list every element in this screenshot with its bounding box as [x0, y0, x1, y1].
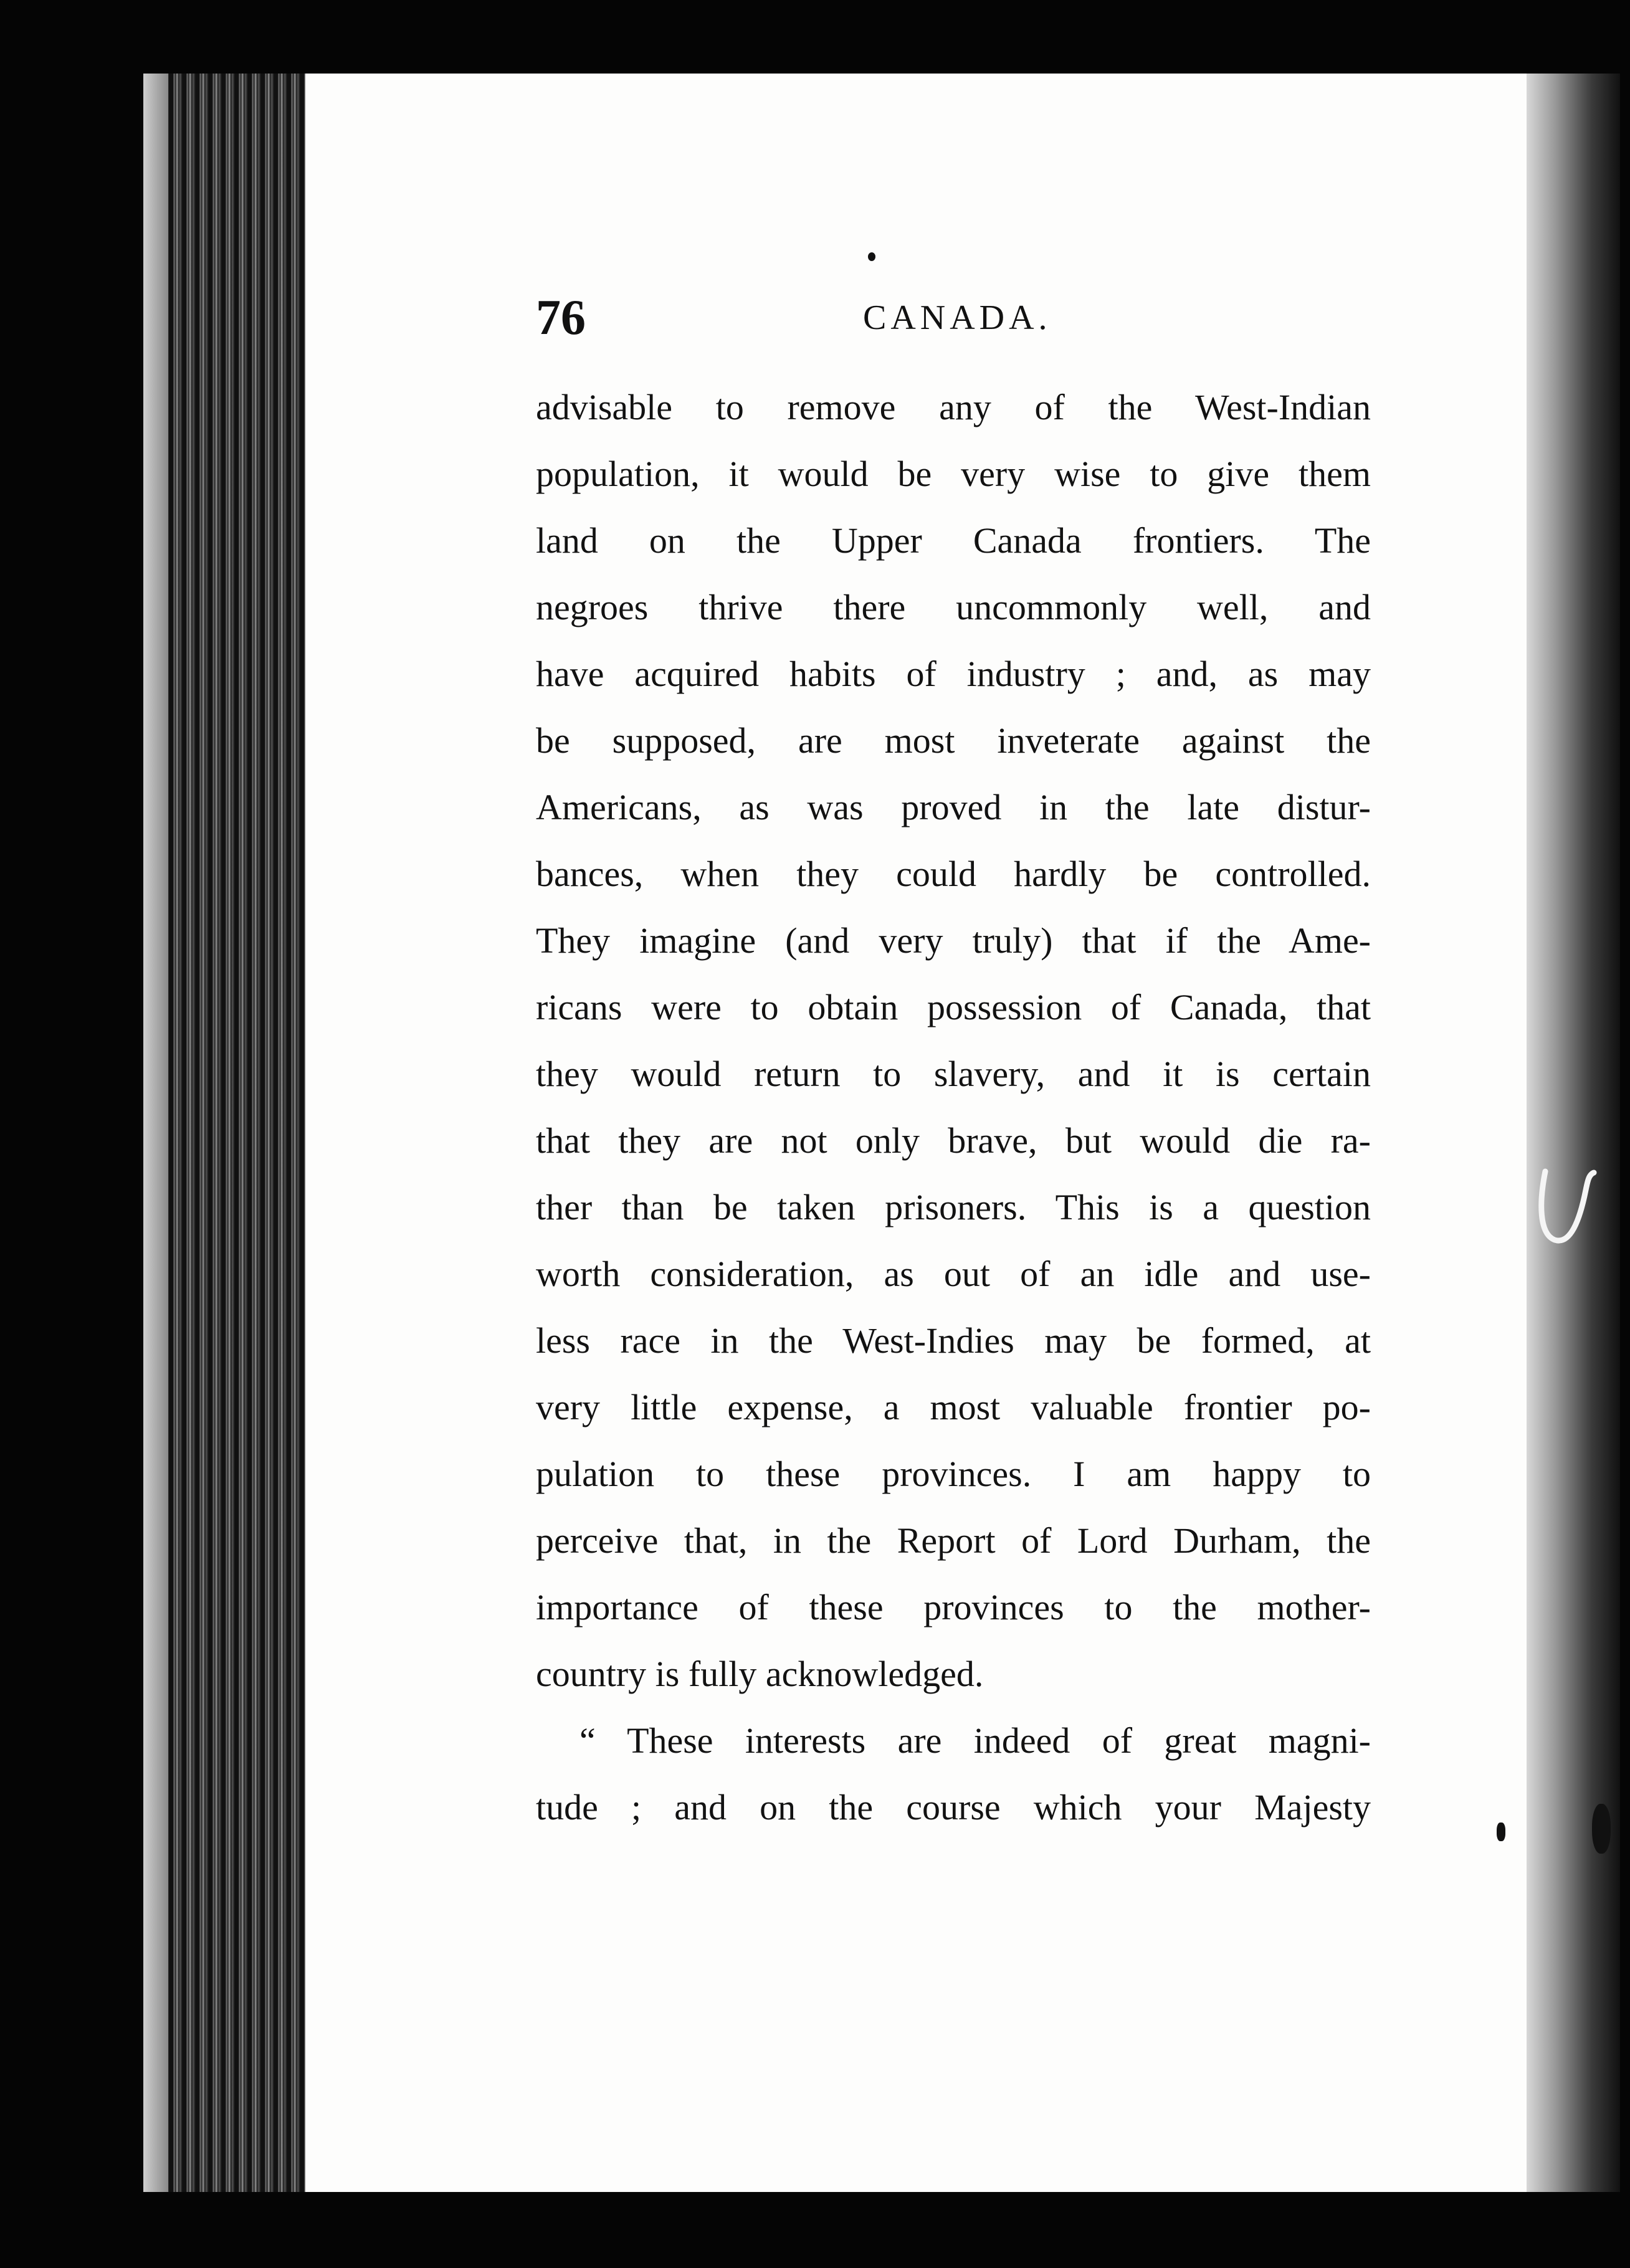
- binding-highlight: [143, 74, 168, 2192]
- body-text: [536, 374, 1371, 1841]
- text-line: be supposed, are most inveterate against the: [536, 720, 1371, 761]
- text-line: perceive that, in the Report of Lord Durham, the: [536, 1520, 1371, 1561]
- text-line: negroes thrive there uncommonly well, and: [536, 587, 1371, 627]
- text-line: land on the Upper Canada frontiers. The: [536, 520, 1371, 561]
- text-line: country is fully acknowledged.: [536, 1654, 984, 1694]
- margin-speck: [1497, 1822, 1505, 1841]
- page-curl-edge: [1527, 74, 1620, 2192]
- book-binding-edge: [143, 74, 312, 2192]
- paragraph: [536, 374, 1371, 1707]
- text-line: very little expense, a most valuable frontier po-: [536, 1387, 1371, 1427]
- text-line: population, it would be very wise to give them: [536, 454, 1371, 494]
- text-line: They imagine (and very truly) that if the Ame-: [536, 920, 1371, 961]
- text-line: advisable to remove any of the West-Indian: [536, 387, 1371, 427]
- text-line: have acquired habits of industry ; and, as may: [536, 654, 1371, 694]
- paragraph: [536, 1707, 1371, 1841]
- text-line: Americans, as was proved in the late distur-: [536, 787, 1371, 827]
- text-line: worth consideration, as out of an idle and use-: [536, 1254, 1371, 1294]
- text-line: bances, when they could hardly be controlled.: [536, 854, 1371, 894]
- text-line: that they are not only brave, but would die ra-: [536, 1120, 1371, 1161]
- running-head: CANADA.: [863, 298, 1052, 337]
- handwritten-pencil-mark: [1527, 1165, 1601, 1252]
- page-number: 76: [536, 290, 586, 345]
- text-line: less race in the West-Indies may be formed, at: [536, 1320, 1371, 1361]
- text-line: ricans were to obtain possession of Canada, that: [536, 987, 1371, 1027]
- printer-speck: [868, 252, 875, 261]
- text-line: pulation to these provinces. I am happy to: [536, 1454, 1371, 1494]
- text-line: tude ; and on the course which your Majesty: [536, 1787, 1371, 1827]
- text-line: they would return to slavery, and it is certain: [536, 1054, 1371, 1094]
- text-line: “ These interests are indeed of great magni-: [579, 1720, 1371, 1761]
- text-line: importance of these provinces to the mother-: [536, 1587, 1371, 1627]
- margin-speck: [1592, 1804, 1611, 1854]
- page-header: [536, 287, 1377, 349]
- text-line: ther than be taken prisoners. This is a question: [536, 1187, 1371, 1227]
